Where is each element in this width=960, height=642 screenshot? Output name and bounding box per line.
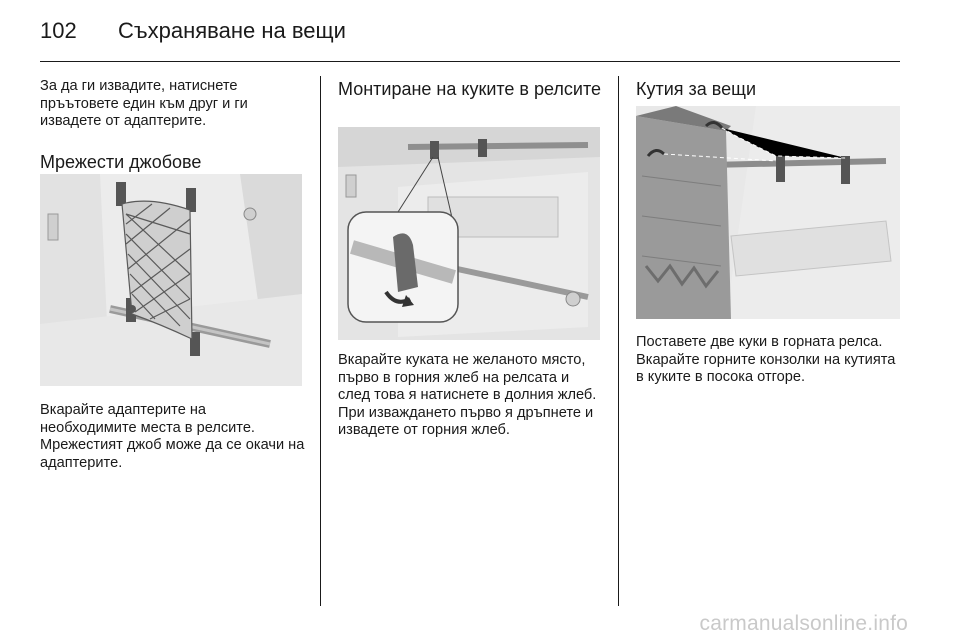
section-heading-net-pockets: Мрежести джобове xyxy=(40,151,202,172)
page-header xyxy=(40,18,900,58)
column-divider-1 xyxy=(320,76,321,606)
storage-box-paragraph: Поставете две куки в горната релса. Вкарайте горните конзолки на кутията в куките в посока отгоре. xyxy=(636,334,896,385)
figure-net-pocket xyxy=(40,174,302,386)
column-2 xyxy=(338,78,603,100)
column-3-lower xyxy=(636,334,901,387)
page-title: Съхраняване на вещи xyxy=(118,18,346,43)
figure-hook-rail xyxy=(338,127,600,340)
column-3 xyxy=(636,78,901,100)
section-heading-hooks: Монтиране на куките в релсите xyxy=(338,79,602,99)
page-number: 102 xyxy=(40,18,77,43)
watermark-text: carmanualsonline.info xyxy=(699,612,908,635)
header-divider xyxy=(40,61,900,62)
column-2-lower xyxy=(338,352,603,440)
figure-storage-box xyxy=(636,106,900,319)
intro-paragraph: За да ги извадите, натиснете пръътовете един към друг и ги извадете от адаптерите. xyxy=(40,78,248,129)
column-1-lower xyxy=(40,402,305,472)
net-pocket-paragraph: Вкарайте адаптерите на необходимите места в релсите. Мрежестият джоб може да се окачи на адаптерите. xyxy=(40,402,305,471)
column-1 xyxy=(40,78,305,173)
section-heading-storage-box: Кутия за вещи xyxy=(636,79,757,99)
column-divider-2 xyxy=(618,76,619,606)
hooks-paragraph: Вкарайте куката не желаното място, първо в горния жлеб на релсата и след това я натиснете в долния жлеб. При изваждането първо я дръпнете и извадете от горния жлеб. xyxy=(338,352,597,438)
